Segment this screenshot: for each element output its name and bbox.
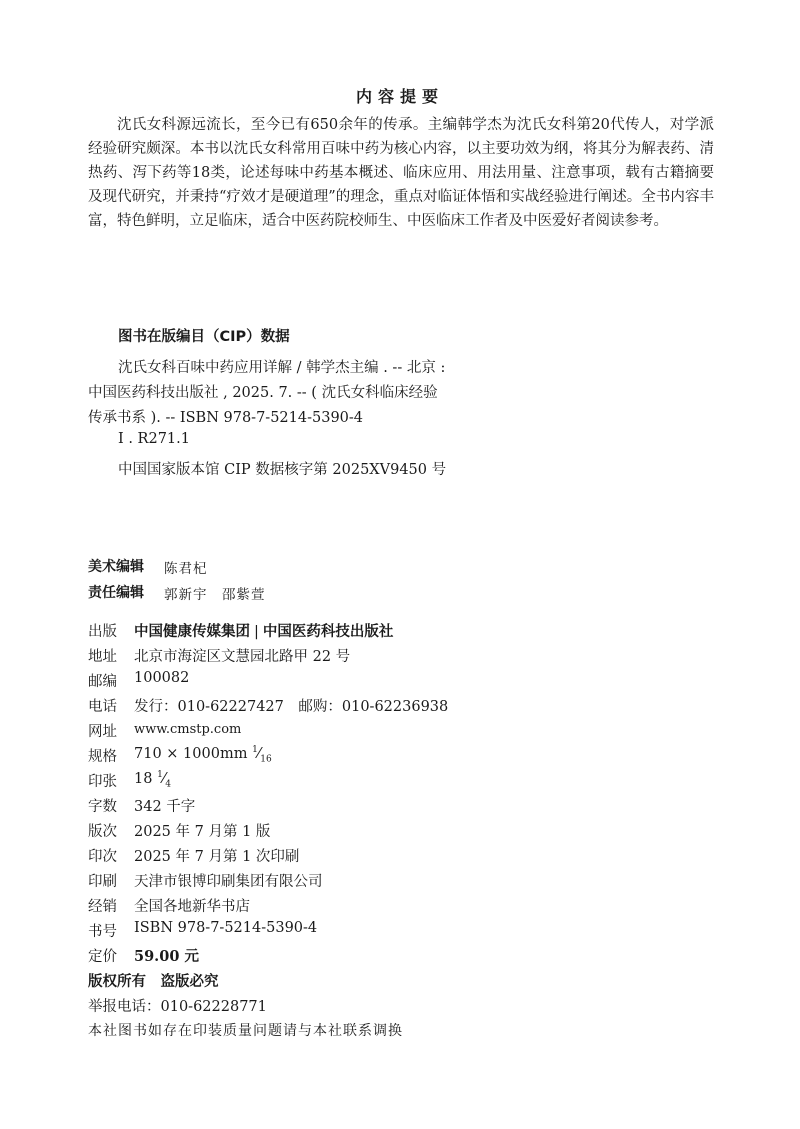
isbn-value: ISBN 978-7-5214-5390-4 bbox=[134, 920, 318, 936]
summary-title: 内容提要 bbox=[355, 87, 444, 106]
word-count-value: 342 千字 bbox=[134, 799, 196, 815]
publisher-label: 出版 bbox=[88, 624, 117, 640]
quality-notice: 本社图书如存在印装质量问题请与本社联系调换 bbox=[88, 1023, 403, 1039]
printer-value: 天津市银博印刷集团有限公司 bbox=[134, 874, 323, 890]
sheets-fraction-denominator: 4 bbox=[165, 779, 171, 790]
copyright-notice: 版权所有 盗版必究 bbox=[88, 974, 219, 990]
price-label: 定价 bbox=[88, 949, 117, 965]
printing-value: 2025 年 7 月第 1 次印刷 bbox=[134, 849, 300, 865]
printer-label: 印刷 bbox=[88, 874, 117, 890]
sheets-whole: 18 bbox=[134, 770, 153, 787]
sheets-label: 印张 bbox=[88, 774, 117, 790]
format-size: 710 × 1000mm bbox=[134, 745, 248, 762]
publisher-separator: | bbox=[254, 624, 259, 640]
report-phone: 举报电话：010-62228771 bbox=[88, 999, 267, 1015]
distributor-label: 经销 bbox=[88, 899, 117, 915]
word-count-label: 字数 bbox=[88, 799, 117, 815]
art-editor-label: 美术编辑 bbox=[88, 559, 144, 575]
sheets-value: 18 $^1⁄_4$ bbox=[134, 770, 171, 790]
publisher-name: 中国医药科技出版社 bbox=[262, 624, 394, 640]
price-value: 59.00 元 bbox=[134, 948, 199, 965]
cip-line-3: 传承书系 ). -- ISBN 978-7-5214-5390-4 bbox=[88, 410, 364, 426]
cip-title: 图书在版编目（CIP）数据 bbox=[118, 329, 290, 345]
sheets-fraction-numerator: 1 bbox=[157, 770, 163, 780]
responsible-editor-value: 郭新宇 邵紫萱 bbox=[164, 587, 266, 603]
format-value: 710 × 1000mm $^1⁄_{16}$ bbox=[134, 745, 272, 765]
format-fraction-denominator: 16 bbox=[260, 754, 272, 765]
summary-paragraph: 沈氏女科源远流长，至今已有650余年的传承。主编韩学杰为沈氏女科第20代传人，对学派经验研究颇深。本书以沈氏女科常用百味中药为核心内容，以主要功效为纲，将其分为解表药、清热药、泻下药等18类，论述每味中药基本概述、临床应用、用法用量、注意事项，载有古籍摘要及现代研究，并秉持“疗效才是硬道理”的理念，重点对临证体悟和实战经验进行阐述。全书内容丰富，特色鲜明，立足临床，适合中医药院校师生、中医临床工作者及中医爱好者阅读参考。 bbox=[88, 117, 714, 229]
website-value: www.cmstp.com bbox=[134, 722, 242, 737]
address-value: 北京市海淀区文慧园北路甲 22 号 bbox=[134, 649, 351, 665]
distributor-value: 全国各地新华书店 bbox=[134, 899, 250, 915]
cip-line-2: 中国医药科技出版社 , 2025. 7. -- ( 沈氏女科临床经验 bbox=[88, 385, 438, 401]
website-label: 网址 bbox=[88, 724, 117, 740]
responsible-editor-label: 责任编辑 bbox=[88, 585, 144, 601]
cip-line-1: 沈氏女科百味中药应用详解 / 韩学杰主编 . -- 北京 : bbox=[118, 360, 446, 376]
phone-label: 电话 bbox=[88, 699, 117, 715]
postcode-label: 邮编 bbox=[88, 674, 117, 690]
isbn-label: 书号 bbox=[88, 924, 117, 940]
cip-line-4: Ⅰ . R271.1 bbox=[118, 431, 190, 447]
edition-label: 版次 bbox=[88, 824, 117, 840]
publisher-group: 中国健康传媒集团 bbox=[134, 624, 250, 640]
phone-value: 发行：010-62227427 邮购：010-62236938 bbox=[134, 699, 449, 715]
format-fraction-numerator: 1 bbox=[252, 745, 258, 755]
address-label: 地址 bbox=[88, 649, 117, 665]
publisher-value bbox=[134, 620, 393, 641]
edition-value: 2025 年 7 月第 1 版 bbox=[134, 824, 271, 840]
cip-record-number: 中国国家版本馆 CIP 数据核字第 2025XV9450 号 bbox=[118, 462, 447, 478]
printing-label: 印次 bbox=[88, 849, 117, 865]
format-label: 规格 bbox=[88, 749, 117, 765]
art-editor-value: 陈君杞 bbox=[164, 561, 208, 577]
postcode-value: 100082 bbox=[134, 670, 190, 686]
